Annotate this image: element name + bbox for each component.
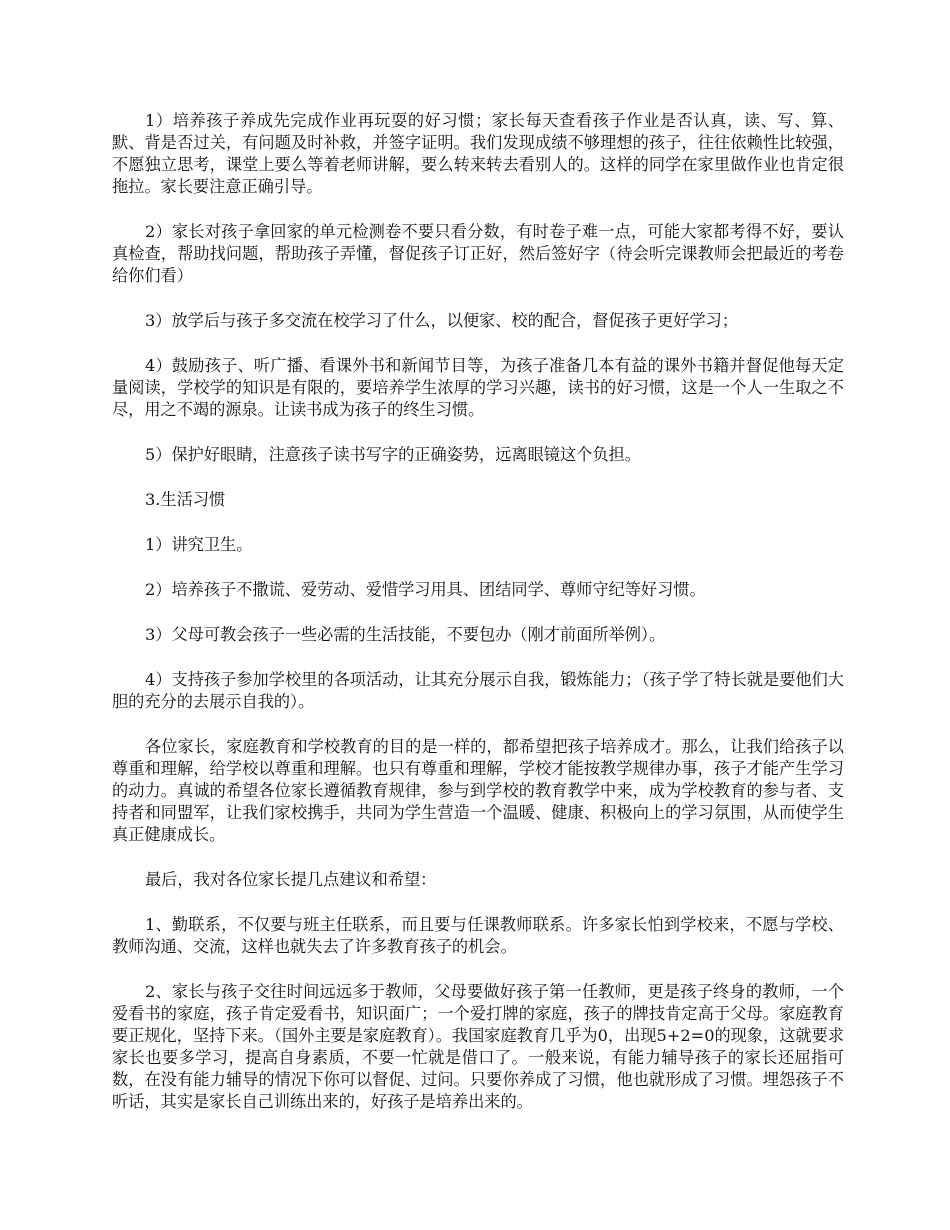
paragraph-parents-address: 各位家长，家庭教育和学校教育的目的是一样的，都希望把孩子培养成才。那么，让我们给孩子以尊重和理解，给学校以尊重和理解。也只有尊重和理解，学校才能按教学规律办事，孩子才能产生学习的动力。真诚的希望各位家长遵循教育规律，参与到学校的教育教学中来，成为学校教育的参与者、支持者和同盟军，让我们家校携手，共同为学生营造一个温暖、健康、积极向上的学习氛围，从而使学生真正健康成长。 <box>112 737 844 844</box>
document-page <box>112 110 844 1136</box>
paragraph-suggestions-intro: 最后，我对各位家长提几点建议和希望： <box>145 870 437 889</box>
paragraph-life-habit-2: 2）培养孩子不撒谎、爱劳动、爱惜学习用具、团结同学、尊师守纪等好习惯。 <box>145 580 706 599</box>
paragraph-study-habit-5: 5）保护好眼睛，注意孩子读书写字的正确姿势，远离眼镜这个负担。 <box>145 445 641 464</box>
section-heading-life-habits: 3.生活习惯 <box>145 490 226 509</box>
paragraph-life-habit-1: 1）讲究卫生。 <box>145 535 253 554</box>
paragraph-study-habit-2: 2）家长对孩子拿回家的单元检测卷不要只看分数，有时卷子难一点，可能大家都考得不好，要认真检查，帮助找问题，帮助孩子弄懂，督促孩子订正好，然后签好字（待会听完课教师会把最近的考卷给你们看） <box>112 222 844 285</box>
paragraph-life-habit-4: 4）支持孩子参加学校里的各项活动，让其充分展示自我，锻炼能力；（孩子学了特长就是要他们大胆的充分的去展示自我的）。 <box>112 670 844 711</box>
paragraph-life-habit-3: 3）父母可教会孩子一些必需的生活技能，不要包办（刚才前面所举例）。 <box>145 625 666 644</box>
paragraph-study-habit-3: 3）放学后与孩子多交流在校学习了什么，以便家、校的配合，督促孩子更好学习； <box>145 311 739 330</box>
paragraph-study-habit-1: 1）培养孩子养成先完成作业再玩耍的好习惯；家长每天查看孩子作业是否认真，读、写、算、默、背是否过关，有问题及时补救，并签字证明。我们发现成绩不够理想的孩子，往往依赖性比较强，不愿独立思考，课堂上要么等着老师讲解，要么转来转去看别人的。这样的同学在家里做作业也肯定很拖拉。家长要注意正确引导。 <box>112 111 844 196</box>
paragraph-suggestion-1: 1、勤联系，不仅要与班主任联系，而且要与任课教师联系。许多家长怕到学校来，不愿与学校、教师沟通、交流，这样也就失去了许多教育孩子的机会。 <box>112 915 844 956</box>
paragraph-suggestion-2: 2、家长与孩子交往时间远远多于教师，父母要做好孩子第一任教师，更是孩子终身的教师，一个爱看书的家庭，孩子肯定爱看书，知识面广；一个爱打牌的家庭，孩子的牌技肯定高于父母。家庭教育要正规化，坚持下来。（国外主要是家庭教育）。我国家庭教育几乎为0，出现5+2=0的现象，这就要求家长也要多学习，提高自身素质，不要一忙就是借口了。一般来说，有能力辅导孩子的家长还屈指可数，在没有能力辅导的情况下你可以督促、过问。只要你养成了习惯，他也就形成了习惯。埋怨孩子不听话，其实是家长自己训练出来的，好孩子是培养出来的。 <box>112 982 844 1111</box>
paragraph-study-habit-4: 4）鼓励孩子、听广播、看课外书和新闻节目等，为孩子准备几本有益的课外书籍并督促他每天定量阅读，学校学的知识是有限的，要培养学生浓厚的学习兴趣，读书的好习惯，这是一个人一生取之不尽，用之不竭的源泉。让读书成为孩子的终生习惯。 <box>112 356 844 419</box>
